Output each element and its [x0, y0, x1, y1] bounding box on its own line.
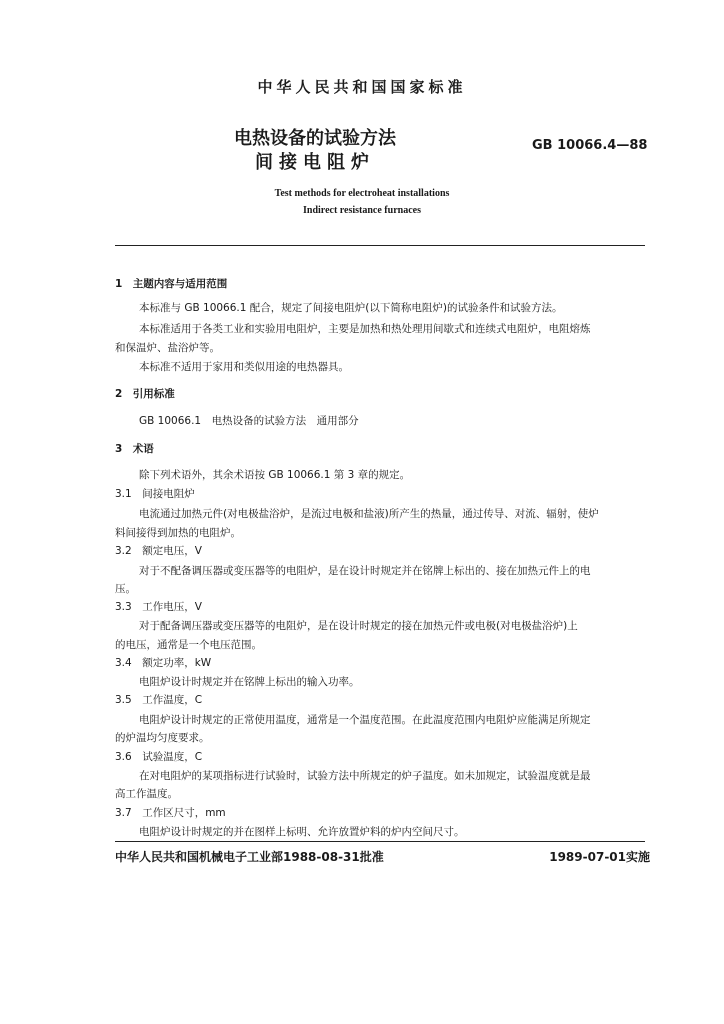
document-subtitle: 间接电阻炉	[255, 152, 375, 173]
term-3-1-definition: 电流通过加热元件(对电极盐浴炉，是流过电极和盐液)所产生的热量，通过传导、对流、辐射，使炉	[139, 508, 599, 520]
english-subtitle: Indirect resistance furnaces	[303, 205, 421, 216]
standard-number: GB 10066.4—88	[532, 138, 648, 153]
section-1-paragraph: 本标准适用于各类工业和实验用电阻炉，主要是加热和热处理用间歇式和连续式电阻炉，电阻熔炼	[139, 323, 591, 335]
section-2-heading: 2 引用标准	[115, 388, 175, 400]
header-divider	[115, 245, 645, 246]
section-1-paragraph: 本标准不适用于家用和类似用途的电热器具。	[139, 361, 349, 373]
national-standard-heading: 中华人民共和国国家标准	[257, 78, 467, 96]
term-3-3-heading: 3.3 工作电压，V	[115, 601, 202, 613]
term-3-6-definition: 在对电阻炉的某项指标进行试验时，试验方法中所规定的炉子温度。如未加规定，试验温度就是最	[139, 770, 591, 782]
term-3-5-definition: 电阻炉设计时规定的正常使用温度，通常是一个温度范围。在此温度范围内电阻炉应能满足所规定	[139, 714, 591, 726]
document-title: 电热设备的试验方法	[234, 128, 396, 149]
section-3-heading: 3 术语	[115, 443, 154, 455]
section-1-paragraph: 和保温炉、盐浴炉等。	[115, 342, 220, 354]
term-3-6-heading: 3.6 试验温度，C	[115, 751, 203, 763]
term-3-2-definition: 对于不配备调压器或变压器等的电阻炉，是在设计时规定并在铭牌上标出的、接在加热元件上的电	[139, 565, 591, 577]
term-3-4-heading: 3.4 额定功率，kW	[115, 657, 212, 669]
term-3-3-definition: 对于配备调压器或变压器等的电阻炉，是在设计时规定的接在加热元件或电极(对电极盐浴炉)上	[139, 620, 578, 632]
term-3-6-definition: 高工作温度。	[115, 788, 178, 800]
term-3-1-heading: 3.1 间接电阻炉	[115, 488, 195, 500]
section-1-paragraph: 本标准与 GB 10066.1 配合，规定了间接电阻炉(以下简称电阻炉)的试验条件和试验方法。	[139, 302, 563, 314]
term-3-4-definition: 电阻炉设计时规定并在铭牌上标出的输入功率。	[139, 676, 360, 688]
term-3-5-heading: 3.5 工作温度，C	[115, 694, 203, 706]
term-3-7-definition: 电阻炉设计时规定的并在图样上标明、允许放置炉料的炉内空间尺寸。	[139, 826, 465, 838]
footer-divider	[115, 841, 645, 842]
term-3-1-definition: 料间接得到加热的电阻炉。	[115, 527, 241, 539]
approval-line: 中华人民共和国机械电子工业部1988-08-31批准	[115, 850, 384, 864]
term-3-2-heading: 3.2 额定电压，V	[115, 545, 202, 557]
section-1-heading: 1 主题内容与适用范围	[115, 278, 228, 290]
english-title: Test methods for electroheat installations	[274, 188, 450, 199]
term-3-3-definition: 的电压，通常是一个电压范围。	[115, 639, 262, 651]
section-2-reference: GB 10066.1 电热设备的试验方法 通用部分	[139, 415, 359, 427]
term-3-2-definition: 压。	[115, 583, 136, 595]
term-3-5-definition: 的炉温均匀度要求。	[115, 732, 210, 744]
effective-date: 1989-07-01实施	[549, 850, 650, 864]
term-3-7-heading: 3.7 工作区尺寸，mm	[115, 807, 226, 819]
section-3-paragraph: 除下列术语外，其余术语按 GB 10066.1 第 3 章的规定。	[139, 469, 411, 481]
